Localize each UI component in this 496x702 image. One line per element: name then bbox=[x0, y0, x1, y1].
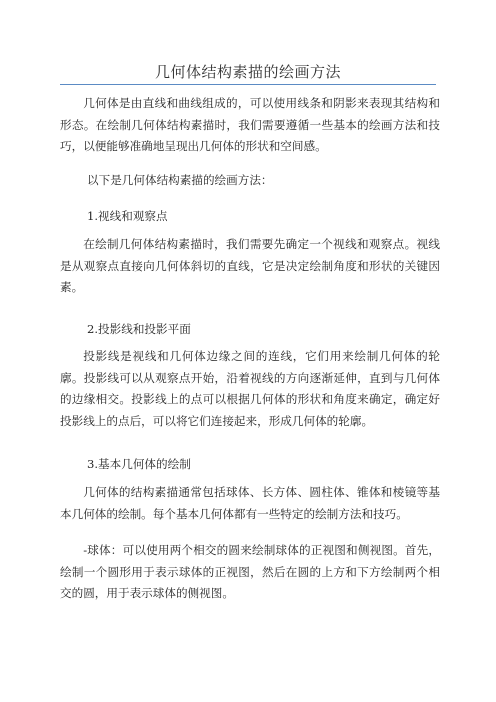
section-heading-2: 2.投影线和投影平面 bbox=[87, 322, 191, 336]
section-heading-1: 1.视线和观察点 bbox=[87, 209, 168, 223]
list-intro: 以下是几何体结构素描的绘画方法： bbox=[87, 173, 273, 187]
section-body-2: 投影线是视线和几何体边缘之间的连线，它们用来绘制几何体的轮廓。投影线可以从观察点开始，沿着视线的方向逐渐延伸，直到与几何体的边缘相交。投影线上的点可以根据几何体的形状和角度来确定，确定好投影线上的点后，可以将它们连接起来，形成几何体的轮廓。 bbox=[60, 349, 440, 428]
bullet-sphere: -球体：可以使用两个相交的圆来绘制球体的正视图和侧视图。首先，绘制一个圆形用于表示球体的正视图，然后在圆的上方和下方绘制两个相交的圆，用于表示球体的侧视图。 bbox=[60, 543, 440, 600]
intro-paragraph: 几何体是由直线和曲线组成的，可以使用线条和阴影来表现其结构和形态。在绘制几何体结构素描时，我们需要遵循一些基本的绘画方法和技巧，以便能够准确地呈现出几何体的形状和空间感。 bbox=[60, 96, 440, 153]
section-body-3: 几何体的结构素描通常包括球体、长方体、圆柱体、锥体和棱镜等基本几何体的绘制。每个基本几何体都有一些特定的绘制方法和技巧。 bbox=[60, 485, 440, 521]
title-underline bbox=[60, 84, 436, 85]
document-title: 几何体结构素描的绘画方法 bbox=[154, 63, 341, 81]
section-body-1: 在绘制几何体结构素描时，我们需要先确定一个视线和观察点。视线是从观察点直接向几何体斜切的直线，它是决定绘制角度和形状的关键因素。 bbox=[60, 237, 440, 294]
section-heading-3: 3.基本几何体的绘制 bbox=[87, 457, 191, 471]
